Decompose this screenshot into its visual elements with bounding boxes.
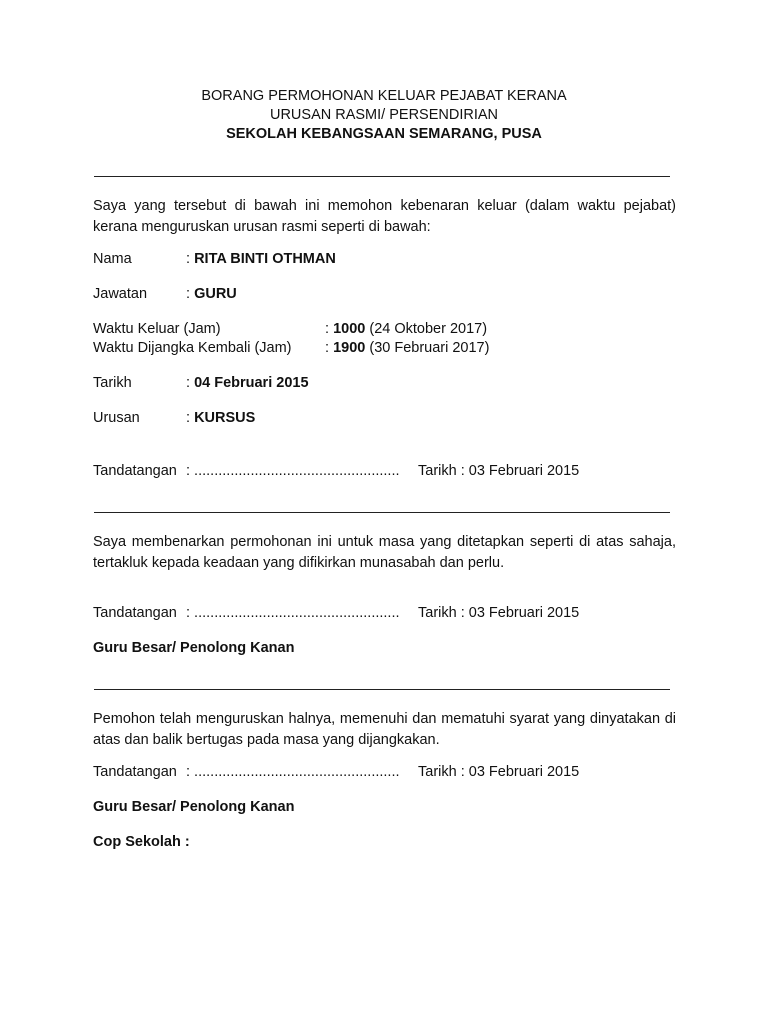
form-title-line2: URUSAN RASMI/ PERSENDIRIAN — [269, 107, 498, 123]
urusan-value: KURSUS — [194, 410, 256, 426]
approver-signature-label: Tandatangan — [93, 605, 177, 621]
urusan-label: Urusan — [93, 410, 140, 426]
school-stamp-label: Cop Sekolah : — [93, 834, 190, 850]
form-title-line1: BORANG PERMOHONAN KELUAR PEJABAT KERANA — [201, 88, 567, 104]
nama-label: Nama — [93, 251, 132, 267]
applicant-signature-label: Tandatangan — [93, 463, 177, 479]
waktu-keluar-field — [325, 321, 487, 337]
jawatan-value: GURU — [194, 286, 237, 302]
tarikh-separator: : — [186, 375, 191, 391]
waktu-kembali-label: Waktu Dijangka Kembali (Jam) — [93, 340, 292, 356]
waktu-keluar-separator: : — [325, 321, 330, 337]
nama-value: RITA BINTI OTHMAN — [194, 251, 336, 267]
divider-1 — [94, 176, 670, 177]
divider-3 — [94, 689, 670, 690]
waktu-keluar-date: (24 Oktober 2017) — [369, 321, 488, 337]
request-intro-text: Saya yang tersebut di bawah ini memohon kebenaran keluar (dalam waktu pejabat) kerana menguruskan urusan rasmi seperti di bawah: — [93, 198, 676, 235]
waktu-kembali-date: (30 Februari 2017) — [369, 340, 490, 356]
approval-text: Saya membenarkan permohonan ini untuk masa yang ditetapkan seperti di atas sahaja, tertakluk kepada keadaan yang difikirkan munasabah dan perlu. — [93, 534, 676, 571]
waktu-keluar-time: 1000 — [333, 321, 366, 337]
jawatan-field — [186, 286, 237, 302]
nama-separator: : — [186, 251, 191, 267]
confirmer-role: Guru Besar/ Penolong Kanan — [93, 799, 295, 815]
return-confirmation-text: Pemohon telah menguruskan halnya, memenuhi dan mematuhi syarat yang dinyatakan di atas dan balik bertugas pada masa yang dijangkakan. — [93, 711, 676, 748]
tarikh-label: Tarikh — [93, 375, 132, 391]
waktu-keluar-label: Waktu Keluar (Jam) — [93, 321, 221, 337]
jawatan-separator: : — [186, 286, 191, 302]
approver-signature-line: : ................................................... — [186, 605, 400, 621]
applicant-signature-date: Tarikh : 03 Februari 2015 — [418, 463, 580, 479]
jawatan-label: Jawatan — [93, 286, 148, 302]
school-name: SEKOLAH KEBANGSAAN SEMARANG, PUSA — [226, 126, 542, 142]
approver-signature-date: Tarikh : 03 Februari 2015 — [418, 605, 580, 621]
waktu-kembali-separator: : — [325, 340, 330, 356]
urusan-separator: : — [186, 410, 191, 426]
waktu-kembali-time: 1900 — [333, 340, 366, 356]
tarikh-field — [186, 375, 309, 391]
applicant-signature-line: : ................................................... — [186, 463, 400, 479]
urusan-field — [186, 410, 255, 426]
nama-field — [186, 251, 336, 267]
waktu-kembali-field — [325, 340, 489, 356]
confirmer-signature-label: Tandatangan — [93, 764, 177, 780]
approver-role: Guru Besar/ Penolong Kanan — [93, 640, 295, 656]
confirmer-signature-line: : ................................................... — [186, 764, 400, 780]
tarikh-value: 04 Februari 2015 — [194, 375, 309, 391]
confirmer-signature-date: Tarikh : 03 Februari 2015 — [418, 764, 580, 780]
divider-2 — [94, 512, 670, 513]
